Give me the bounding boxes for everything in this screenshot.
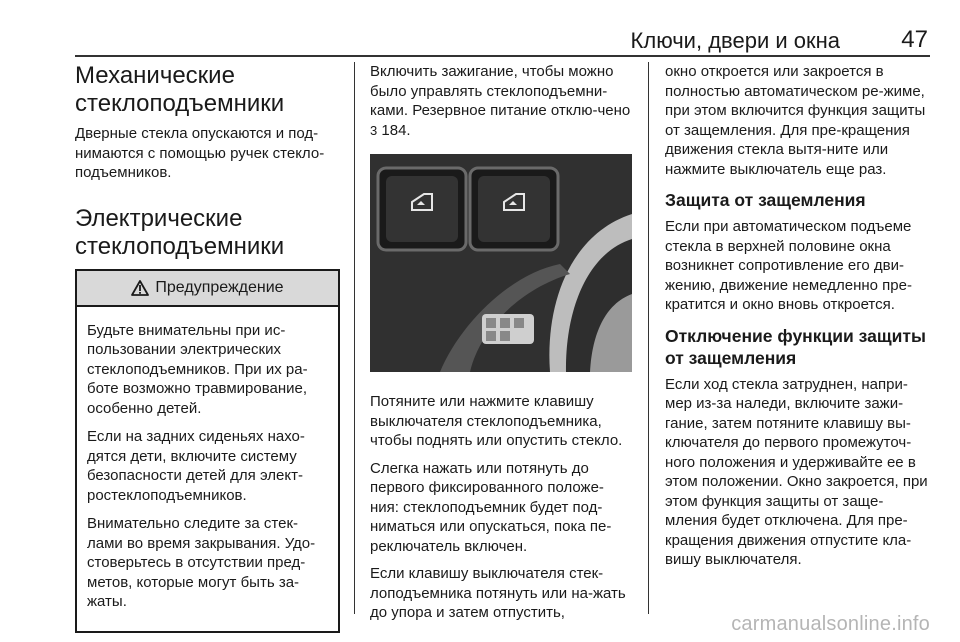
section-title-electric: Электрические стеклоподъемники <box>75 204 285 260</box>
disable-protection-text: Если ход стекла затруднен, напри-мер из-за наледи, включите зажи-гание, затем потяните клавишу вы-ключателя до первого промежуточ-ного положения и удерживайте ее в этом положении. Окно закроется, при этом функция защиты от защe-мления будет отключена. Для пре-кращения движения отпустите кла-вишу выключателя. <box>665 375 928 568</box>
switch-instruction: Потяните или нажмите клавишу выключателя стеклоподъемника, чтобы поднять или опустить стекло. <box>370 393 623 449</box>
column-divider <box>648 62 649 614</box>
subsection-title-disable-protection: Отключение функции защиты от защемления <box>665 325 926 368</box>
auto-mode-text: окно откроется или закроется в полностью автоматическом ре-жиме, при этом включится функция защиты от защемления. Для пре-кращения движения стекла вытя-ните или нажмите выключатель еще раз. <box>665 63 926 178</box>
subsection-title-pinch-protection: Защита от защемления <box>665 190 866 210</box>
warning-box <box>75 269 340 633</box>
window-switch-photo <box>370 154 632 372</box>
first-position-text: Слегка нажать или потянуть до первого фиксированного положе-ния: стеклоподъемник будет под-ниматься или опускаться, пока пе-реключатель включен. <box>370 459 612 555</box>
warning-body <box>77 307 338 631</box>
warning-paragraph: Будьте внимательны при ис-пользовании электрических стеклоподъемников. При их ра-боте возможно травмирование, особенно детей. <box>87 321 308 417</box>
reference-arrow-icon: 3 <box>370 122 378 138</box>
warning-paragraph: Внимательно следите за стек-лами во время закрывания. Удо-стоверьтесь в отсутствии пред-метов, которые могут быть за-жаты. <box>87 515 316 610</box>
pinch-protection-text: Если при автоматическом подъеме стекла в верхней половине окна возникнет сопротивление его дви-жению, движение немедленно пре-кратится и окно вновь откроется. <box>665 218 912 313</box>
column-divider <box>354 62 355 614</box>
page-header <box>600 22 930 56</box>
ignition-text: Включить зажигание, чтобы можно было управлять стеклоподъемни-ками. Резервное питание отклю-чено 3 184. <box>370 63 631 139</box>
column-right <box>665 62 930 578</box>
warning-triangle-icon <box>131 280 149 296</box>
mechanical-windows-text: Дверные стекла опускаются и под-нимаются с помощью ручек стекло-подъемников. <box>75 125 325 181</box>
column-middle <box>370 62 632 631</box>
watermark: carmanualsonline.info <box>731 613 930 635</box>
full-position-text: Если клавишу выключателя стек-лоподъемника потянуть или на-жать до упора и затем отпустить, <box>370 565 626 621</box>
warning-title: Предупреждение <box>155 278 284 296</box>
warning-paragraph: Если на задних сиденьях нахо-дятся дети, включите систему безопасности детей для элект-ростеклоподъемников. <box>87 428 305 504</box>
section-title-mechanical: Механические стеклоподъемники <box>75 62 285 117</box>
warning-header <box>77 271 338 307</box>
column-left <box>75 62 340 633</box>
page-number: 47 <box>901 26 928 53</box>
header-rule <box>75 55 930 57</box>
chapter-title: Ключи, двери и окна <box>630 28 840 53</box>
